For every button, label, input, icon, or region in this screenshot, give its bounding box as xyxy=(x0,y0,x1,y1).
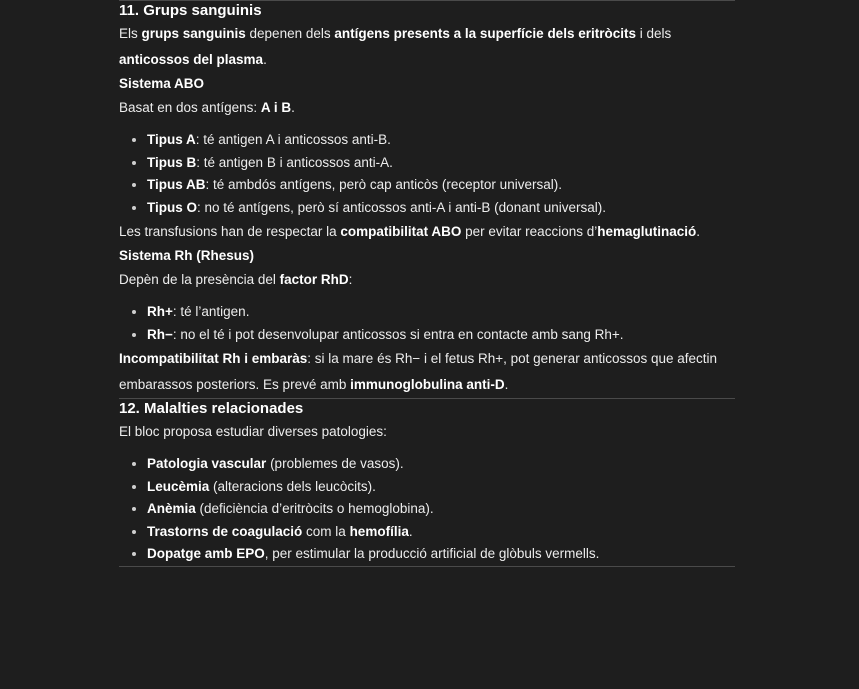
text-plain: com la xyxy=(302,523,350,539)
bullet-list-factor-rh xyxy=(119,301,735,346)
text-plain: depenen dels xyxy=(245,26,335,41)
bullet-list-tipus-abo xyxy=(119,129,735,219)
list-item-label xyxy=(147,132,391,147)
list-item-label xyxy=(147,524,413,539)
text-emphasis: Tipus B xyxy=(147,154,197,170)
text-plain: : no té antígens, però sí anticossos anti-A i anti-B (donant universal). xyxy=(197,199,606,215)
text-emphasis: Tipus A xyxy=(147,132,196,147)
list-item-label xyxy=(147,327,624,342)
text-plain: . xyxy=(291,100,295,115)
list-item xyxy=(119,301,735,324)
text-emphasis: antígens presents a la superfície dels eritròcits xyxy=(334,26,636,41)
bullet-icon xyxy=(132,310,136,314)
text-plain: (deficiència d’eritròcits o hemoglobina). xyxy=(195,501,434,516)
text-plain: : té l’antigen. xyxy=(172,304,250,319)
text-emphasis: hemaglutinació xyxy=(597,224,697,239)
text-plain: : no el té i pot desenvolupar anticossos si entra en contacte amb sang Rh+. xyxy=(172,326,624,342)
text-plain: per evitar reaccions d’ xyxy=(461,224,598,239)
bullet-icon xyxy=(132,485,136,489)
text-plain: i dels xyxy=(635,26,672,41)
text-emphasis: compatibilitat ABO xyxy=(340,224,462,239)
list-item-label xyxy=(147,479,376,494)
text-emphasis: Anèmia xyxy=(147,501,196,516)
list-item xyxy=(119,324,735,347)
paragraph-malalties-intro xyxy=(119,419,735,445)
list-item xyxy=(119,543,735,566)
text-plain: : té ambdós antígens, però cap anticòs (receptor universal). xyxy=(205,177,562,192)
list-item xyxy=(119,453,735,476)
text-emphasis: Patologia vascular xyxy=(147,456,267,471)
bullet-icon xyxy=(132,462,136,466)
list-item-label xyxy=(147,546,599,561)
text-emphasis: Leucèmia xyxy=(147,478,210,494)
bullet-icon xyxy=(132,507,136,511)
text-emphasis: Tipus AB xyxy=(147,177,206,192)
document-content xyxy=(119,0,735,567)
paragraph-transfusions xyxy=(119,219,735,245)
text-plain: Els xyxy=(119,26,142,41)
text-emphasis: grups sanguinis xyxy=(141,26,246,41)
text-plain: (alteracions dels leucòcits). xyxy=(209,478,376,494)
bullet-icon xyxy=(132,138,136,142)
section-divider-bottom xyxy=(119,566,735,567)
text-plain: . xyxy=(504,377,509,392)
paragraph-sistema-abo-lead xyxy=(119,95,735,121)
text-emphasis: immunoglobulina anti-D xyxy=(350,377,505,392)
text-plain: (problemes de vasos). xyxy=(266,456,404,471)
text-emphasis: Trastorns de coagulació xyxy=(147,523,303,539)
bullet-icon xyxy=(132,161,136,165)
section-title-grups-sanguinis: 11. Grups sanguinis xyxy=(119,2,262,19)
text-plain: : té antigen B i anticossos anti-A. xyxy=(196,154,393,170)
bullet-icon xyxy=(132,530,136,534)
bullet-icon xyxy=(132,206,136,210)
text-plain: El bloc proposa estudiar diverses patologies: xyxy=(119,424,387,439)
list-item xyxy=(119,498,735,521)
list-item xyxy=(119,521,735,544)
text-plain: . xyxy=(263,52,267,67)
text-emphasis: Tipus O xyxy=(147,199,198,215)
text-plain: Les transfusions han de respectar la xyxy=(119,224,341,239)
bullet-icon xyxy=(132,183,136,187)
text-emphasis: hemofília xyxy=(349,523,409,539)
paragraph-sistema-rh-lead xyxy=(119,267,735,293)
text-plain: Depèn de la presència del xyxy=(119,272,280,287)
list-item-label xyxy=(147,304,249,319)
bullet-list-malalties xyxy=(119,453,735,566)
text-plain: . xyxy=(696,224,700,239)
text-emphasis: anticossos del plasma xyxy=(119,52,264,67)
list-item-label xyxy=(147,501,434,516)
text-emphasis: Dopatge amb EPO xyxy=(147,546,265,561)
text-emphasis: Rh− xyxy=(147,326,173,342)
list-item-label xyxy=(147,456,404,471)
bullet-icon xyxy=(132,333,136,337)
text-emphasis: Incompatibilitat Rh i embaràs xyxy=(119,351,308,366)
text-emphasis: Rh+ xyxy=(147,304,173,319)
list-item xyxy=(119,197,735,220)
text-plain: : té antigen A i anticossos anti-B. xyxy=(195,132,391,147)
text-plain: . xyxy=(408,523,413,539)
text-plain: : si la mare és Rh− i el fetus Rh+, pot generar anticossos que afectin embarassos posteriors. Es prevé amb xyxy=(119,351,718,392)
subsection-title-sistema-abo: Sistema ABO xyxy=(119,76,205,91)
text-plain: Basat en dos antígens: xyxy=(119,100,261,115)
text-emphasis: A i B xyxy=(260,100,292,115)
subsection-title-sistema-rh: Sistema Rh (Rhesus) xyxy=(119,248,255,263)
paragraph-grups-sanguinis-intro xyxy=(119,21,735,73)
list-item xyxy=(119,152,735,175)
list-item xyxy=(119,129,735,152)
text-plain: , per estimular la producció artificial de glòbuls vermells. xyxy=(264,546,600,561)
list-item-label xyxy=(147,177,562,192)
list-item xyxy=(119,174,735,197)
list-item xyxy=(119,476,735,499)
list-item-label xyxy=(147,200,606,215)
text-plain: : xyxy=(348,272,353,287)
bullet-icon xyxy=(132,552,136,556)
section-title-malalties-relacionades: 12. Malalties relacionades xyxy=(119,400,304,417)
paragraph-incompatibilitat-rh xyxy=(119,346,735,398)
text-emphasis: factor RhD xyxy=(279,272,349,287)
list-item-label xyxy=(147,155,393,170)
